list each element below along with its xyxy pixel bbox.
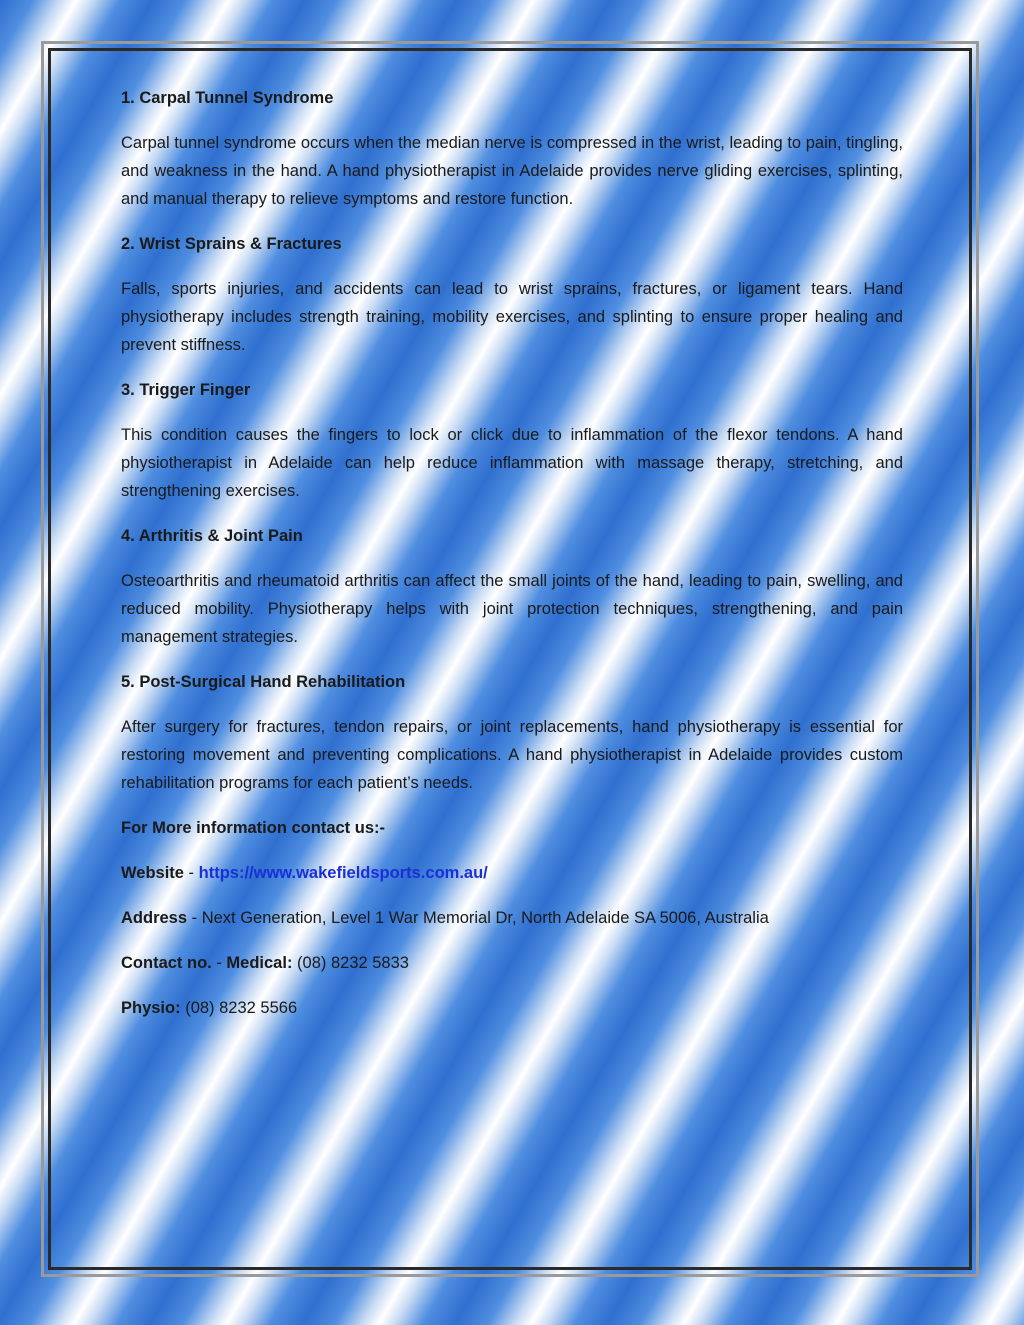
- section-heading: 3. Trigger Finger: [121, 381, 251, 399]
- contact-number-line: [121, 949, 903, 977]
- section-heading: 4. Arthritis & Joint Pain: [121, 527, 303, 545]
- contact-separator: -: [211, 954, 227, 972]
- physio-label: Physio:: [121, 999, 181, 1017]
- website-label: Website: [121, 864, 184, 882]
- contact-label: Contact no.: [121, 954, 212, 972]
- section-heading: 2. Wrist Sprains & Fractures: [121, 235, 342, 253]
- section-body: Falls, sports injuries, and accidents can lead to wrist sprains, fractures, or ligament tears. Hand physiotherapy includes strength training, mobility exercises, and splinting to ensure proper healing and prevent stiffness.: [121, 280, 903, 354]
- website-line: [121, 859, 903, 887]
- section-post-surgical: [121, 668, 903, 797]
- website-separator: -: [183, 864, 199, 882]
- physio-line: [121, 994, 903, 1022]
- section-heading: 5. Post-Surgical Hand Rehabilitation: [121, 673, 406, 691]
- section-heading: 1. Carpal Tunnel Syndrome: [121, 89, 334, 107]
- section-body: Osteoarthritis and rheumatoid arthritis can affect the small joints of the hand, leading to pain, swelling, and reduced mobility. Physiotherapy helps with joint protection techniques, strengthening, and pain management strategies.: [121, 572, 903, 646]
- section-body: Carpal tunnel syndrome occurs when the median nerve is compressed in the wrist, leading to pain, tingling, and weakness in the hand. A hand physiotherapist in Adelaide provides nerve gliding exercises, splinting, and manual therapy to relieve symptoms and restore function.: [121, 134, 903, 208]
- physio-phone: (08) 8232 5566: [180, 999, 298, 1017]
- address-separator: -: [187, 909, 202, 927]
- address-line: [121, 904, 903, 932]
- section-body: This condition causes the fingers to lock or click due to inflammation of the flexor tendons. A hand physiotherapist in Adelaide can help reduce inflammation with massage therapy, stretching, and strengthening exercises.: [121, 426, 903, 500]
- section-wrist-sprains: [121, 230, 903, 359]
- medical-label: Medical:: [226, 954, 293, 972]
- section-carpal-tunnel: [121, 84, 903, 213]
- address-label: Address: [121, 909, 188, 927]
- website-link[interactable]: https://www.wakefieldsports.com.au/: [198, 864, 488, 882]
- contact-block: [121, 814, 903, 1022]
- medical-phone: (08) 8232 5833: [292, 954, 409, 972]
- section-body: After surgery for fractures, tendon repairs, or joint replacements, hand physiotherapy is essential for restoring movement and preventing complications. A hand physiotherapist in Adelaide provides custom rehabilitation programs for each patient’s needs.: [121, 718, 903, 792]
- section-trigger-finger: [121, 376, 903, 505]
- contact-heading: For More information contact us:-: [121, 819, 385, 837]
- document-content: [121, 84, 903, 1039]
- address-value: Next Generation, Level 1 War Memorial Dr, North Adelaide SA 5006, Australia: [201, 909, 769, 927]
- section-arthritis: [121, 522, 903, 651]
